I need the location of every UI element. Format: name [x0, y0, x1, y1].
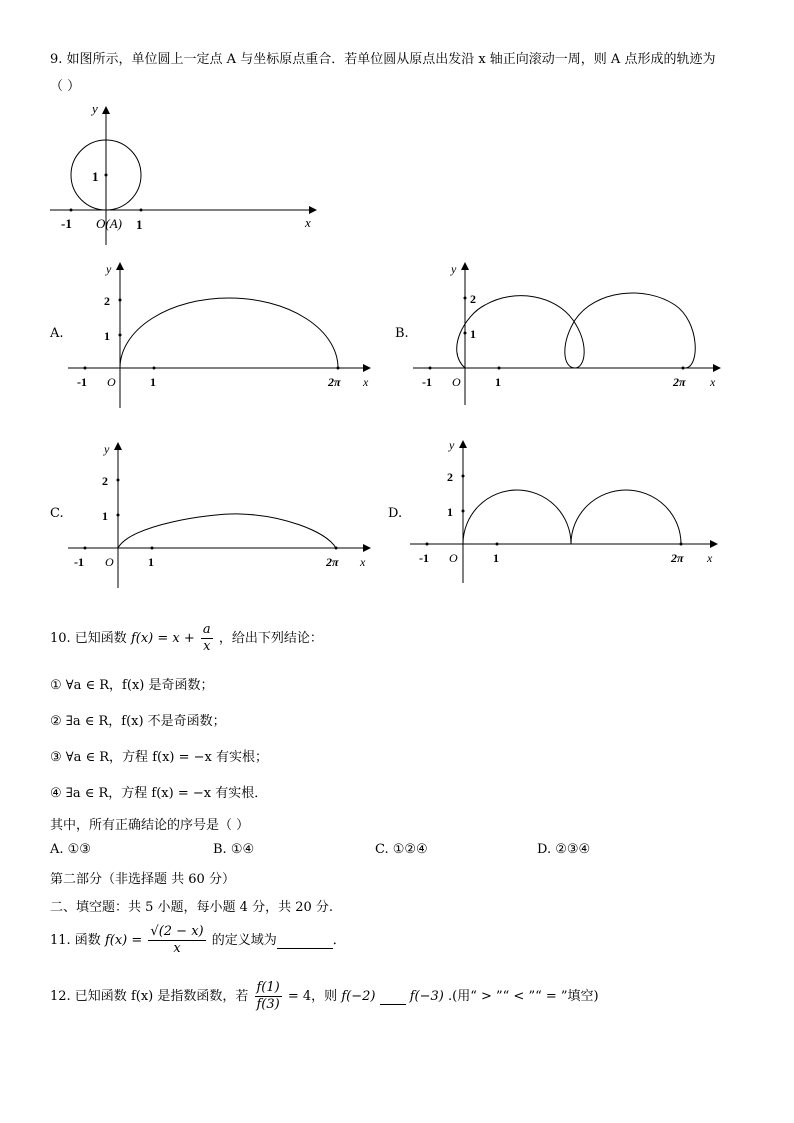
svg-text:x: x [710, 375, 716, 389]
svg-text:1: 1 [447, 505, 453, 519]
svg-text:x: x [363, 375, 369, 389]
svg-text:1: 1 [102, 509, 108, 523]
svg-text:1: 1 [104, 329, 110, 343]
fig-x-label: x [305, 215, 311, 230]
svg-text:1: 1 [495, 375, 501, 389]
fig-one-x: 1 [136, 217, 143, 232]
svg-text:1: 1 [470, 327, 476, 341]
svg-text:y: y [449, 438, 455, 452]
svg-text:x: x [360, 555, 366, 569]
q10-conclusion-1: ① ∀a ∈ R，f(x) 是奇函数； [50, 678, 214, 693]
q10-choice-d[interactable]: D. ②③④ [537, 842, 591, 857]
svg-text:-1: -1 [419, 551, 429, 565]
option-c-label[interactable]: C. [50, 506, 64, 521]
unit-circle-figure [0, 95, 340, 245]
svg-text:O: O [107, 375, 116, 389]
q10-choice-c[interactable]: C. ①②④ [375, 842, 428, 857]
q11: 11. 函数 f(x) = $\frac{√(2 - x)}{x}$ 的定义域为 ． [50, 924, 346, 956]
q10-choice-a[interactable]: A. ①③ [50, 842, 91, 857]
svg-text:2π: 2π [328, 375, 341, 389]
circle-center-dot [105, 174, 108, 177]
option-d-curve [463, 490, 681, 544]
svg-text:2π: 2π [673, 375, 686, 389]
fig-minus-one: -1 [61, 216, 72, 231]
option-a-curve [120, 298, 338, 368]
svg-text:-1: -1 [74, 555, 84, 569]
q9-stem-line2: （ ） [50, 79, 81, 94]
svg-text:1: 1 [150, 375, 156, 389]
q10-stem: 10. 已知函数 f(x) = x + $\frac{a}{x}$ ，给出下列结论： [50, 622, 323, 654]
q9-stem-line1: 9. 如图所示，单位圆上一定点 A 与坐标原点重合．若单位圆从原点出发沿 x 轴正向滚动一周，则 A 点形成的轨迹为 [50, 52, 716, 67]
q10-conclusion-4: ④ ∃a ∈ R，方程 f(x) = −x 有实根． [50, 786, 268, 801]
svg-text:2: 2 [102, 474, 108, 488]
svg-text:y: y [451, 262, 457, 276]
q12: 12. 已知函数 f(x) 是指数函数，若 $\frac{f(1)}{f(3)}$ = 4，则 f(−2) f(−3) .(用“ > ”“ < ”“ = ”填空) [50, 980, 599, 1012]
section-fill-blank: 二、填空题：共 5 小题，每小题 4 分，共 20 分. [50, 900, 334, 915]
svg-text:x: x [707, 551, 713, 565]
fig-one-y: 1 [92, 169, 99, 184]
svg-text:O: O [449, 551, 458, 565]
q12-answer-blank[interactable] [380, 989, 406, 1005]
q10-choice-b[interactable]: B. ①④ [213, 842, 255, 857]
part2-title: 第二部分（非选择题 共 60 分） [50, 872, 235, 887]
option-d-label[interactable]: D. [388, 506, 403, 521]
option-b-curve [457, 293, 696, 368]
option-c-curve [118, 514, 336, 548]
fig-y-label: y [92, 101, 98, 116]
option-a-graph[interactable] [60, 255, 390, 415]
option-c-graph[interactable] [60, 435, 390, 595]
svg-text:O: O [105, 555, 114, 569]
svg-text:O: O [452, 375, 461, 389]
option-b-label[interactable]: B. [395, 326, 409, 341]
svg-text:y: y [106, 262, 112, 276]
fig-origin: O(A) [96, 216, 122, 231]
svg-text:-1: -1 [422, 375, 432, 389]
svg-text:-1: -1 [77, 375, 87, 389]
svg-text:2: 2 [447, 470, 453, 484]
option-d-graph[interactable] [405, 433, 735, 593]
option-a-label[interactable]: A. [50, 326, 64, 341]
q10-conclusion-3: ③ ∀a ∈ R，方程 f(x) = −x 有实根； [50, 750, 268, 765]
svg-text:2π: 2π [326, 555, 339, 569]
q10-conclusion-2: ② ∃a ∈ R，f(x) 不是奇函数； [50, 714, 226, 729]
q11-answer-blank[interactable] [277, 933, 333, 949]
option-b-graph[interactable] [405, 255, 735, 415]
svg-text:2: 2 [104, 294, 110, 308]
svg-text:2: 2 [470, 292, 476, 306]
svg-text:1: 1 [493, 551, 499, 565]
svg-text:2π: 2π [671, 551, 684, 565]
svg-text:1: 1 [148, 555, 154, 569]
svg-text:y: y [104, 442, 110, 456]
q10-prompt: 其中，所有正确结论的序号是（ ） [50, 818, 250, 833]
